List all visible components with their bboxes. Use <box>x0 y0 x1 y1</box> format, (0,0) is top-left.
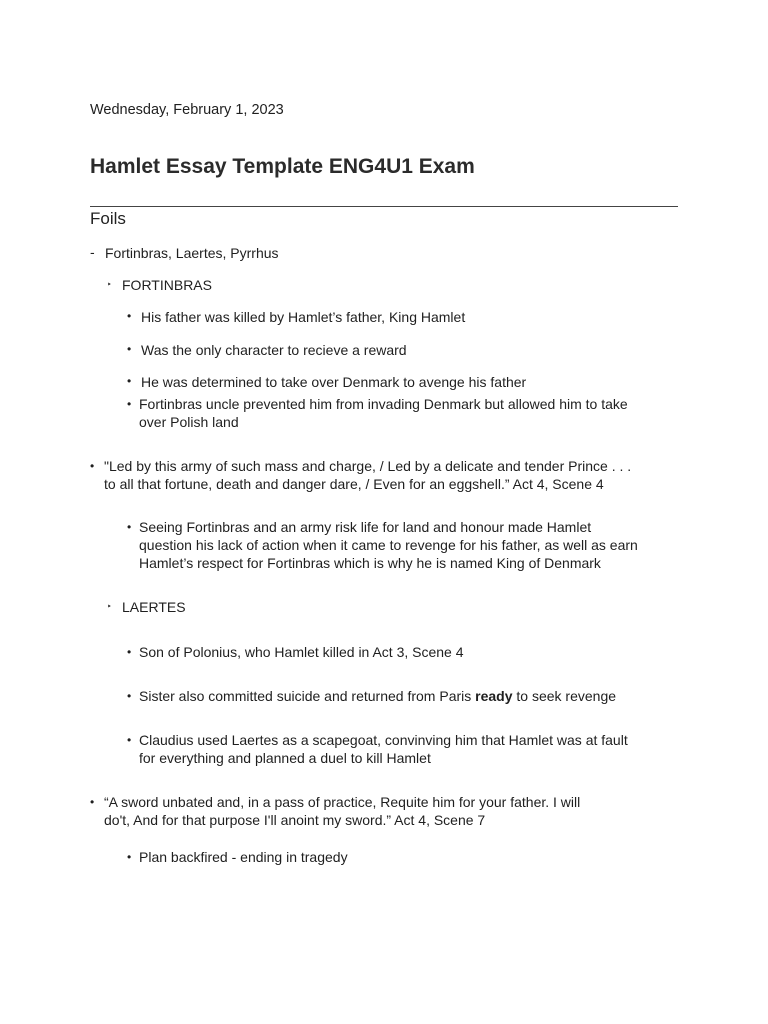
dash-bullet: - <box>90 244 95 260</box>
analysis-line: Plan backfired - ending in tragedy <box>139 849 348 865</box>
laertes-label: LAERTES <box>122 599 186 615</box>
triangle-bullet: ‣ <box>107 280 112 289</box>
list-item-line: over Polish land <box>139 414 239 430</box>
dot-bullet: • <box>90 795 95 809</box>
dot-bullet: • <box>127 850 132 864</box>
quote-line: do't, And for that purpose I'll anoint my sword.” Act 4, Scene 7 <box>104 812 486 828</box>
analysis-line: question his lack of action when it came to revenge for his father, as well as earn <box>139 537 638 553</box>
dot-bullet: • <box>127 689 132 703</box>
dot-bullet: • <box>127 733 132 747</box>
dot-bullet: • <box>127 342 132 356</box>
list-item-line: for everything and planned a duel to kill Hamlet <box>139 750 431 766</box>
section-heading: Foils <box>90 209 126 228</box>
list-item-line: Fortinbras uncle prevented him from invading Denmark but allowed him to take <box>139 396 628 412</box>
analysis-line: Seeing Fortinbras and an army risk life for land and honour made Hamlet <box>139 519 592 535</box>
fortinbras-label: FORTINBRAS <box>122 277 212 293</box>
list-item: His father was killed by Hamlet’s father, King Hamlet <box>141 309 466 325</box>
dot-bullet: • <box>127 645 132 659</box>
list-item: Was the only character to recieve a reward <box>141 342 407 358</box>
list-item: He was determined to take over Denmark to avenge his father <box>141 374 527 390</box>
dot-bullet: • <box>127 309 132 323</box>
dot-bullet: • <box>127 374 132 388</box>
dot-bullet: • <box>90 459 95 473</box>
dot-bullet: • <box>127 520 132 534</box>
document-title: Hamlet Essay Template ENG4U1 Exam <box>90 155 475 178</box>
text-run: Sister also committed suicide and returned from Paris <box>139 688 476 704</box>
list-item: Son of Polonius, who Hamlet killed in Act 3, Scene 4 <box>139 644 464 660</box>
title-divider <box>90 206 678 207</box>
quote-line: to all that fortune, death and danger dare, / Even for an eggshell.” Act 4, Scene 4 <box>104 476 604 492</box>
list-item <box>139 687 616 705</box>
dot-bullet: • <box>127 397 132 411</box>
quote-line: “A sword unbated and, in a pass of practice, Requite him for your father. I will <box>104 794 581 810</box>
triangle-bullet: ‣ <box>107 602 112 611</box>
analysis-line: Hamlet’s respect for Fortinbras which is why he is named King of Denmark <box>139 555 601 571</box>
bold-word: ready <box>475 688 513 704</box>
foils-list: Fortinbras, Laertes, Pyrrhus <box>105 245 279 261</box>
text-run: to seek revenge <box>512 688 617 704</box>
quote-line: "Led by this army of such mass and charge, / Led by a delicate and tender Prince . . . <box>104 458 632 474</box>
list-item-line: Claudius used Laertes as a scapegoat, convinving him that Hamlet was at fault <box>139 732 628 748</box>
document-date: Wednesday, February 1, 2023 <box>90 102 284 118</box>
